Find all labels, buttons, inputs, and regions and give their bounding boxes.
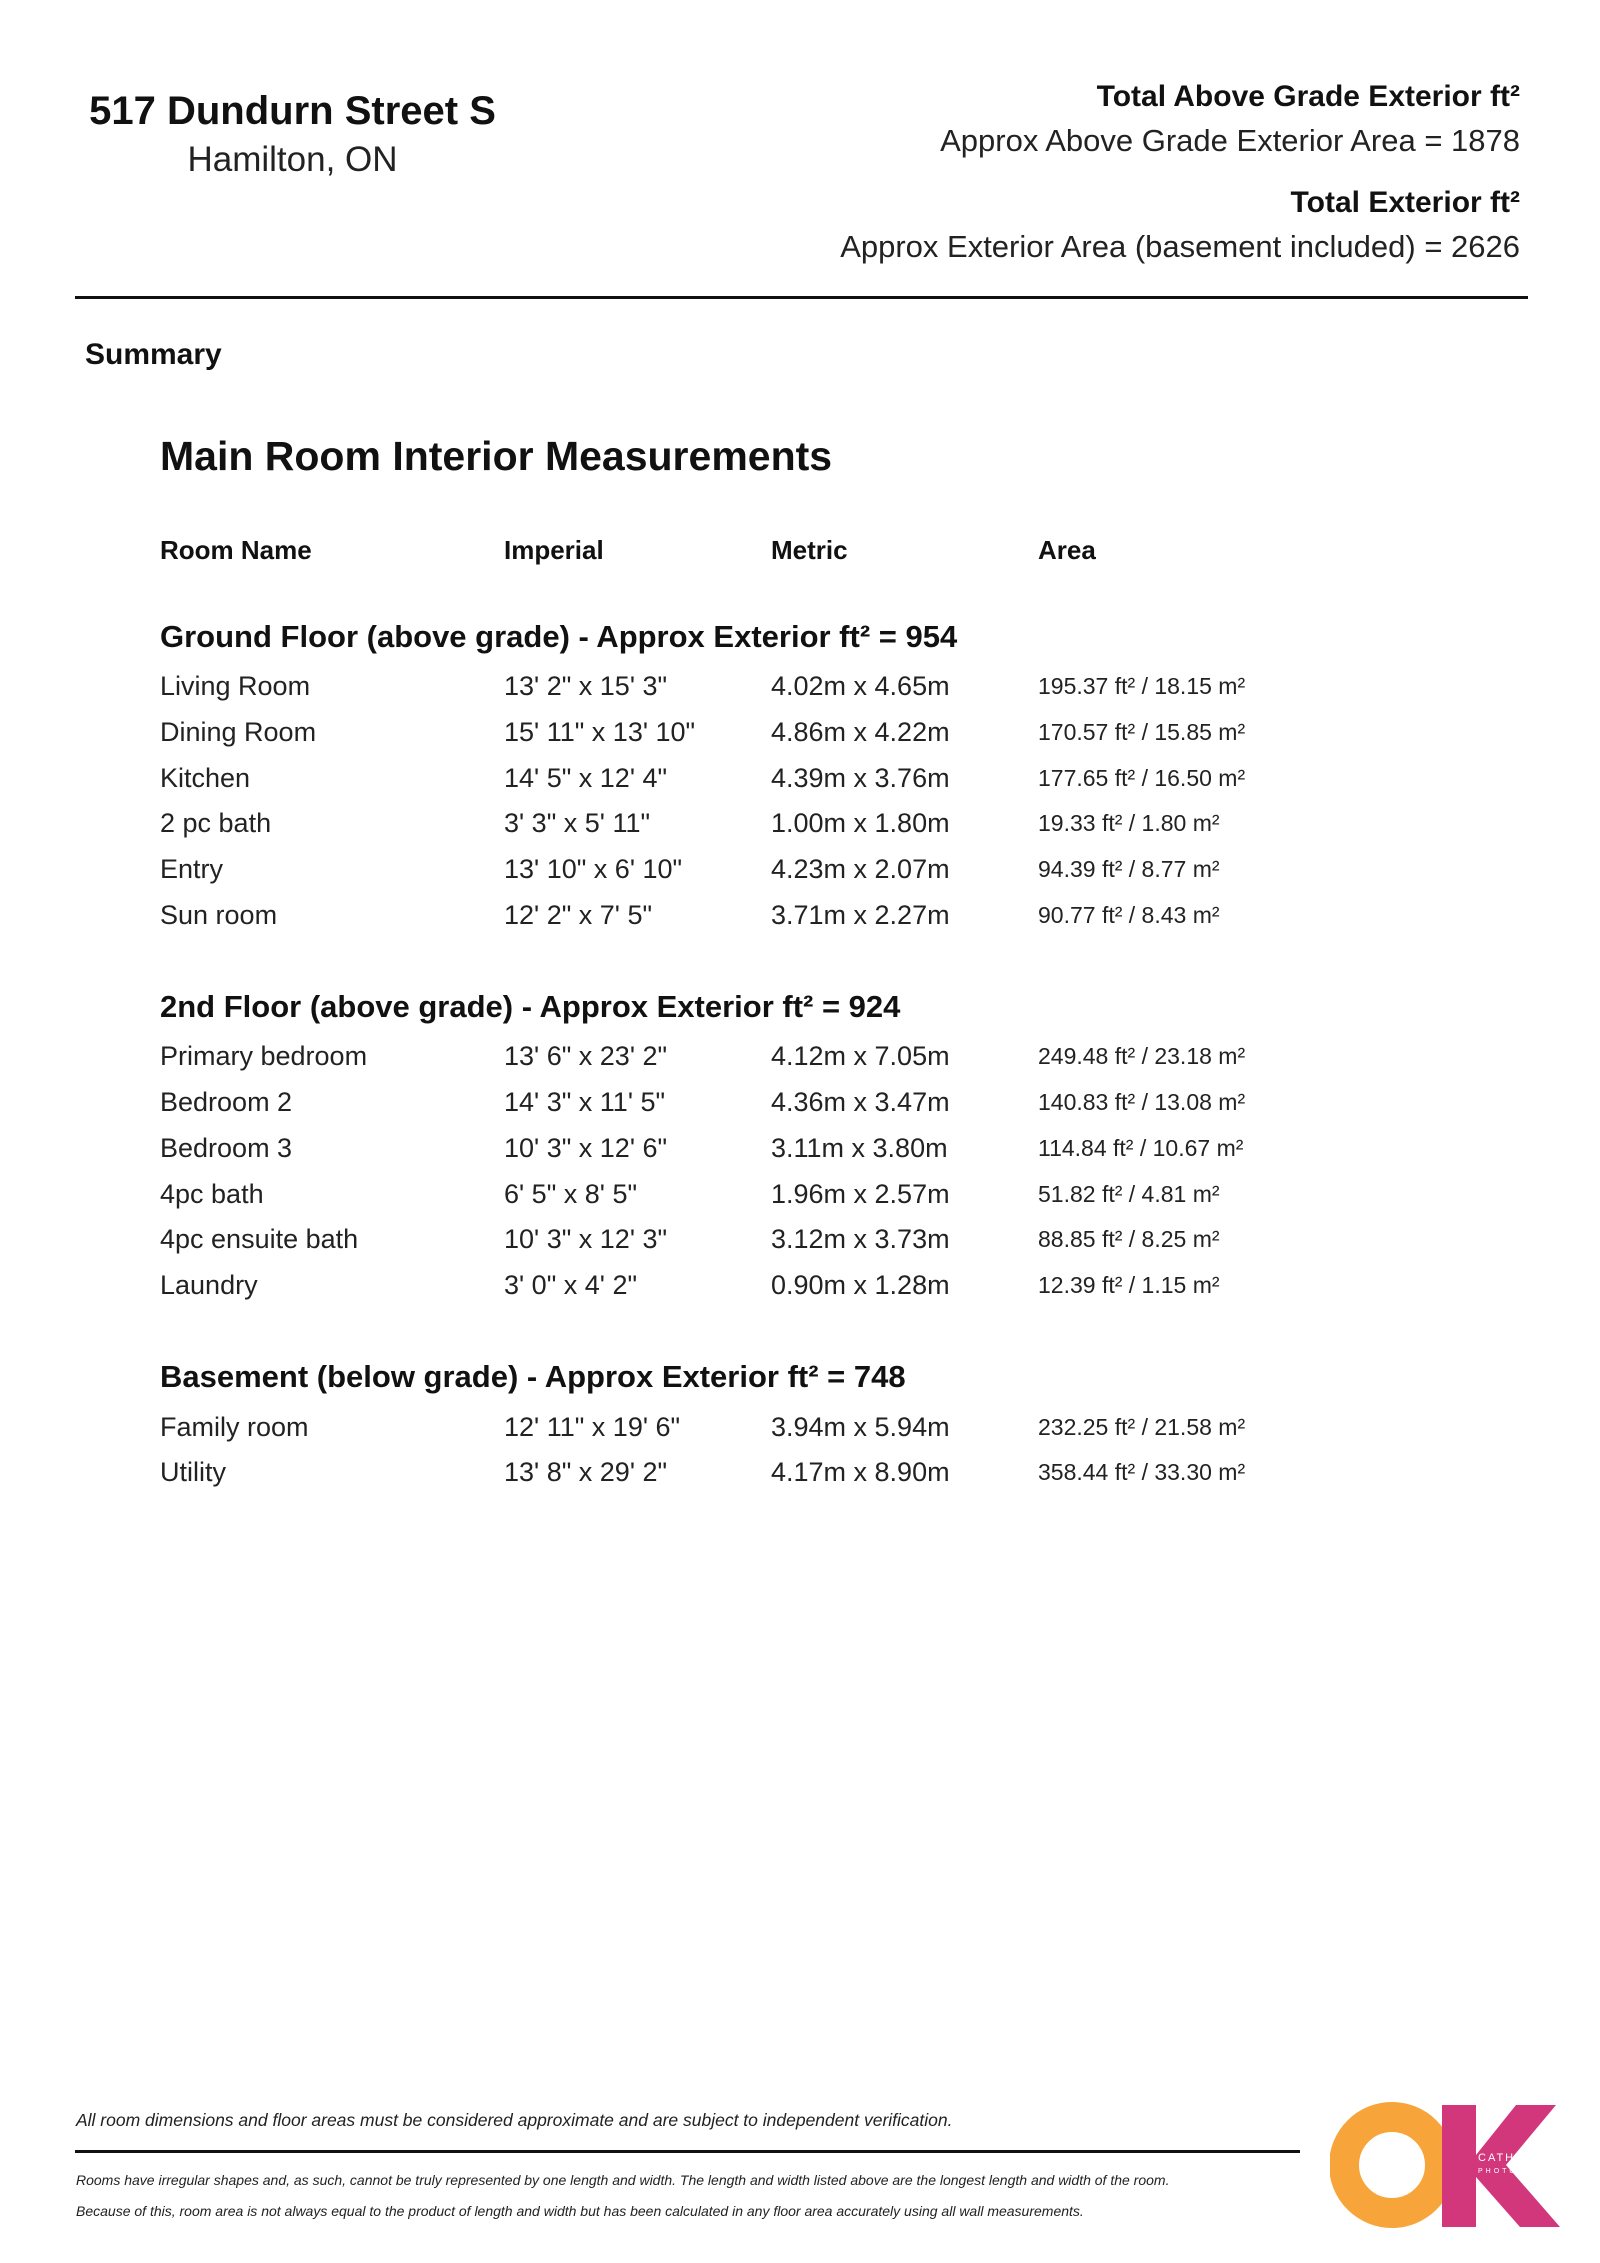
room-row <box>160 1171 1420 1217</box>
room-imperial: 6' 5" x 8' 5" <box>504 1178 638 1209</box>
room-area: 19.33 ft² / 1.80 m² <box>1038 810 1220 837</box>
logo-k-mark <box>1442 2105 1560 2227</box>
floor-section <box>160 614 1420 938</box>
room-metric: 4.39m x 3.76m <box>771 762 950 793</box>
room-area: 170.57 ft² / 15.85 m² <box>1038 719 1246 746</box>
room-imperial: 3' 0" x 4' 2" <box>504 1269 638 1300</box>
room-name: Primary bedroom <box>160 1041 368 1072</box>
column-header-metric: Metric <box>771 535 848 565</box>
room-imperial: 3' 3" x 5' 11" <box>504 808 651 839</box>
room-area: 232.25 ft² / 21.58 m² <box>1038 1413 1246 1440</box>
column-header-imperial: Imperial <box>504 535 604 565</box>
measurements-section <box>160 426 1420 1496</box>
room-imperial: 10' 3" x 12' 6" <box>504 1132 668 1163</box>
column-header-area: Area <box>1038 535 1096 565</box>
room-row <box>160 1450 1420 1496</box>
floor-section <box>160 1354 1420 1495</box>
room-area: 195.37 ft² / 18.15 m² <box>1038 673 1246 700</box>
room-name: Bedroom 3 <box>160 1132 293 1163</box>
room-imperial: 14' 3" x 11' 5" <box>504 1087 666 1118</box>
room-area: 358.44 ft² / 33.30 m² <box>1038 1459 1246 1486</box>
room-name: Dining Room <box>160 717 317 748</box>
room-row <box>160 755 1420 801</box>
room-row <box>160 1034 1420 1080</box>
floor-sections <box>160 614 1420 1496</box>
logo-line2: PHOTOGRAPHY <box>1478 2168 1566 2175</box>
room-name: Laundry <box>160 1269 258 1300</box>
room-name: Sun room <box>160 899 278 930</box>
city: Hamilton, ON <box>187 140 398 179</box>
room-area: 51.82 ft² / 4.81 m² <box>1038 1180 1220 1207</box>
column-header-room-name: Room Name <box>160 535 312 565</box>
room-metric: 4.17m x 8.90m <box>771 1457 950 1488</box>
room-row <box>160 1217 1420 1263</box>
floor-section-title: 2nd Floor (above grade) - Approx Exterior ft² = 924 <box>160 989 901 1025</box>
room-row <box>160 801 1420 847</box>
room-metric: 3.12m x 3.73m <box>771 1224 950 1255</box>
floor-section-title: Basement (below grade) - Approx Exterior ft² = 748 <box>160 1359 906 1395</box>
room-area: 249.48 ft² / 23.18 m² <box>1038 1043 1246 1070</box>
total-exterior-value: Approx Exterior Area (basement included) = 2626 <box>840 229 1520 264</box>
room-name: Living Room <box>160 671 311 702</box>
room-imperial: 15' 11" x 13' 10" <box>504 717 696 748</box>
room-area: 140.83 ft² / 13.08 m² <box>1038 1089 1246 1116</box>
room-metric: 3.11m x 3.80m <box>771 1132 948 1163</box>
room-area: 88.85 ft² / 8.25 m² <box>1038 1226 1220 1253</box>
room-row <box>160 1404 1420 1450</box>
room-metric: 4.23m x 2.07m <box>771 854 950 885</box>
disclaimer: All room dimensions and floor areas must be considered approximate and are subject to independent verification. <box>76 2110 953 2130</box>
room-name: Family room <box>160 1411 309 1442</box>
room-metric: 4.12m x 7.05m <box>771 1041 950 1072</box>
room-imperial: 13' 2" x 15' 3" <box>504 671 668 702</box>
room-name: Bedroom 2 <box>160 1087 293 1118</box>
logo-o-mark <box>1344 2117 1440 2213</box>
room-metric: 0.90m x 1.28m <box>771 1269 950 1300</box>
footnote-2: Because of this, room area is not always equal to the product of length and width but has been calculated in any floor area accurately using all wall measurements. <box>76 2203 1084 2219</box>
room-imperial: 10' 3" x 12' 3" <box>504 1224 668 1255</box>
room-area: 94.39 ft² / 8.77 m² <box>1038 856 1220 883</box>
footer-divider <box>75 2150 1300 2153</box>
room-row <box>160 710 1420 756</box>
room-metric: 4.36m x 3.47m <box>771 1087 950 1118</box>
room-metric: 1.00m x 1.80m <box>771 808 950 839</box>
room-metric: 4.02m x 4.65m <box>771 671 950 702</box>
above-grade-title: Total Above Grade Exterior ft² <box>1096 80 1520 113</box>
room-name: Kitchen <box>160 762 251 793</box>
exterior-totals <box>840 75 1520 269</box>
room-row <box>160 1263 1420 1309</box>
floor-section <box>160 984 1420 1308</box>
logo-line1: CATHY KOOP <box>1478 2152 1570 2164</box>
room-metric: 3.94m x 5.94m <box>771 1411 950 1442</box>
room-imperial: 12' 11" x 19' 6" <box>504 1411 681 1442</box>
room-area: 12.39 ft² / 1.15 m² <box>1038 1271 1220 1298</box>
header-divider <box>75 296 1528 299</box>
room-row <box>160 847 1420 893</box>
summary-heading: Summary <box>85 338 222 371</box>
room-imperial: 13' 10" x 6' 10" <box>504 854 683 885</box>
column-headers <box>160 532 1420 568</box>
room-area: 177.65 ft² / 16.50 m² <box>1038 764 1246 791</box>
room-area: 114.84 ft² / 10.67 m² <box>1038 1134 1244 1161</box>
measurements-title: Main Room Interior Measurements <box>160 433 833 479</box>
room-imperial: 14' 5" x 12' 4" <box>504 762 668 793</box>
room-name: 4pc ensuite bath <box>160 1224 359 1255</box>
cathy-koop-logo <box>1330 2095 1570 2235</box>
room-row <box>160 892 1420 938</box>
street-address: 517 Dundurn Street S <box>89 89 496 133</box>
room-metric: 1.96m x 2.57m <box>771 1178 950 1209</box>
room-name: 2 pc bath <box>160 808 272 839</box>
room-row <box>160 1080 1420 1126</box>
room-name: 4pc bath <box>160 1178 264 1209</box>
room-area: 90.77 ft² / 8.43 m² <box>1038 901 1220 928</box>
room-metric: 3.71m x 2.27m <box>771 899 950 930</box>
room-name: Entry <box>160 854 224 885</box>
floor-section-title: Ground Floor (above grade) - Approx Exterior ft² = 954 <box>160 619 958 654</box>
footnote-1: Rooms have irregular shapes and, as such, cannot be truly represented by one length and width. The length and width listed above are the longest length and width of the room. <box>76 2172 1170 2188</box>
room-row <box>160 1126 1420 1172</box>
room-imperial: 13' 8" x 29' 2" <box>504 1457 668 1488</box>
room-imperial: 12' 2" x 7' 5" <box>504 899 653 930</box>
above-grade-value: Approx Above Grade Exterior Area = 1878 <box>940 123 1520 158</box>
room-metric: 4.86m x 4.22m <box>771 717 950 748</box>
room-row <box>160 664 1420 710</box>
property-address <box>85 85 500 183</box>
room-imperial: 13' 6" x 23' 2" <box>504 1041 668 1072</box>
room-name: Utility <box>160 1457 226 1488</box>
total-exterior-title: Total Exterior ft² <box>1290 186 1520 219</box>
